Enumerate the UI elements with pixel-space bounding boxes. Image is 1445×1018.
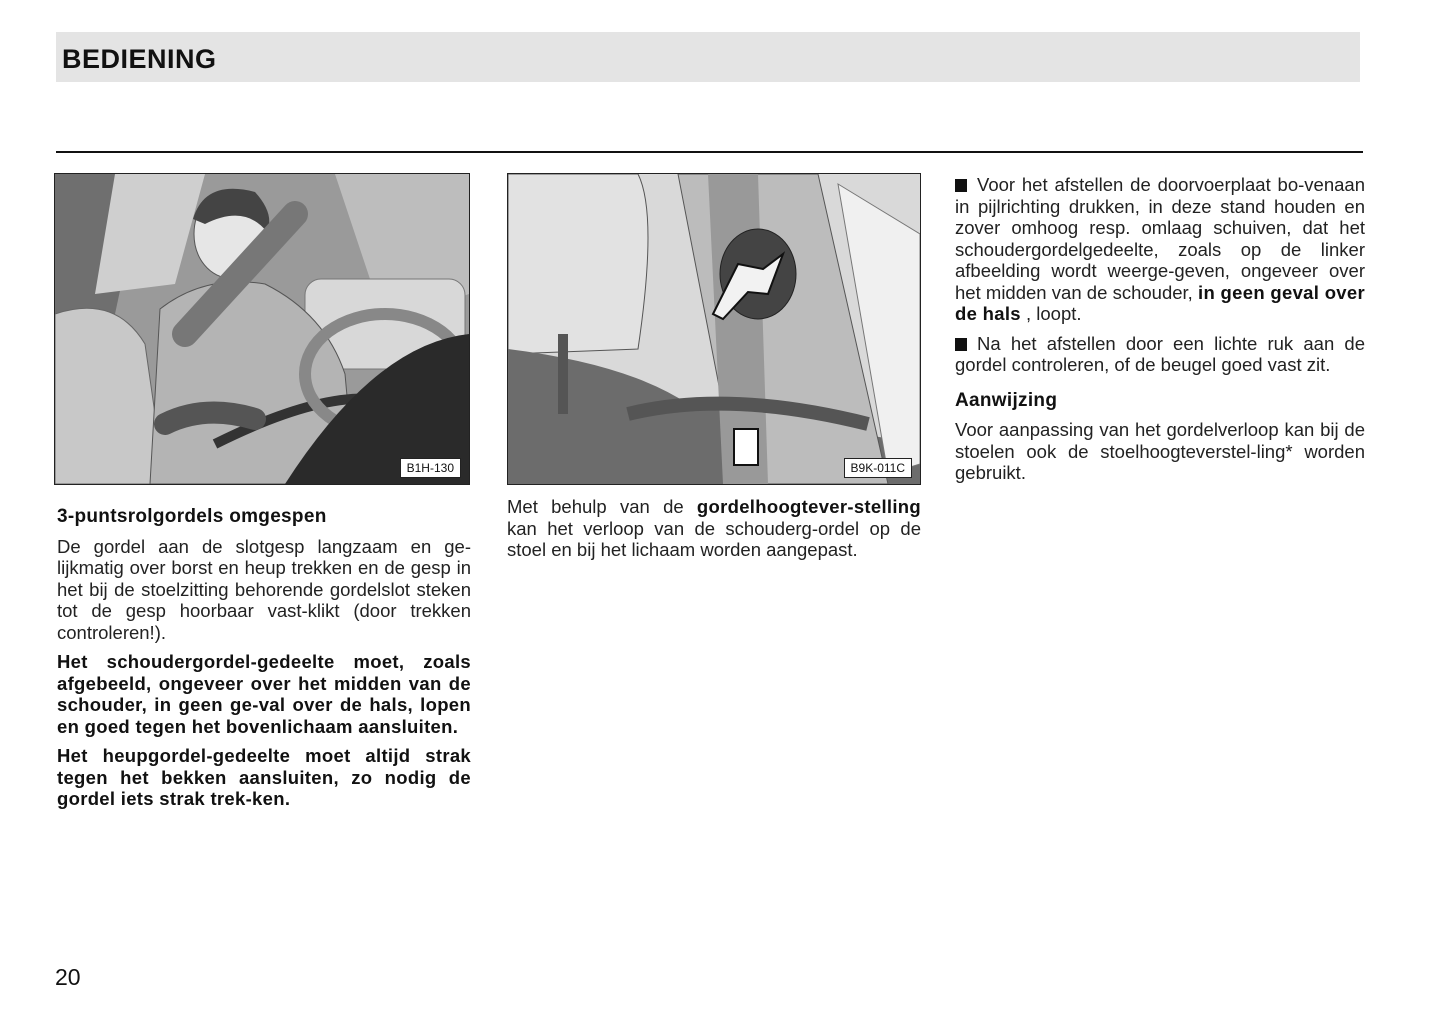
- section-heading-3point-belts: 3-puntsrolgordels omgespen: [57, 506, 327, 527]
- note-heading: Aanwijzing: [955, 389, 1058, 411]
- figure-label-middle: B9K-011C: [844, 458, 912, 478]
- figure-belt-height-adjuster: [507, 173, 921, 485]
- figure-label-left: B1H-130: [400, 458, 461, 478]
- paragraph-lap-belt-warning: Het heupgordel-gedeelte moet altijd strak tegen het bekken aansluiten, zo nodig de gordel iets strak trek-ken.: [57, 745, 471, 809]
- horizontal-rule: [56, 151, 1363, 153]
- text-run: Met behulp van de: [507, 496, 697, 517]
- bullet-adjust-instructions: [955, 174, 1365, 325]
- page-number: 20: [55, 964, 81, 990]
- emphasis-not-over-neck: in geen geval over de hals: [955, 281, 1365, 324]
- square-bullet-icon: [955, 179, 967, 192]
- bullet-check-instructions: [955, 333, 1365, 376]
- header-bar: [56, 32, 1360, 82]
- column-middle-text: [507, 496, 921, 569]
- paragraph-buckle-instructions: De gordel aan de slotgesp langzaam en ge-lijkmatig over borst en heup trekken en de gesp in het bij de stoelzitting behorende gordelslot steken tot de gesp hoorbaar vast-klikt (door trekken controleren!).: [57, 535, 471, 643]
- illustration-belt-adjuster: [508, 174, 920, 484]
- figure-seatbelt-person: [54, 173, 470, 485]
- emphasis-belt-height-adjuster: gordelhoogtever-stelling: [696, 496, 921, 517]
- text-run: Voor het afstellen de doorvoerplaat bo-venaan in pijlrichting drukken, in deze stand houden en zover omhoog resp. omlaag schuiven, dat het schoudergordelgedeelte, zoals op de linker afbeelding wordt weerge-geven, ongeveer over het midden van de schouder,: [955, 174, 1365, 303]
- note-text: Voor aanpassing van het gordelverloop kan bij de stoelen ook de stoelhoogteverstel-ling* worden gebruikt.: [955, 419, 1365, 483]
- illustration-person-seatbelt: [55, 174, 469, 484]
- square-bullet-icon: [955, 338, 967, 351]
- text-run: , loopt.: [1020, 303, 1082, 324]
- column-left-text: [57, 506, 471, 818]
- paragraph-belt-height-adjust: [507, 496, 921, 561]
- text-run: kan het verloop van de schouderg-ordel op de stoel en bij het lichaam worden aangepast.: [507, 517, 921, 560]
- paragraph-shoulder-belt-warning: Het schoudergordel-gedeelte moet, zoals afgebeeld, ongeveer over het midden van de schouder, in geen ge-val over de hals, lopen en goed tegen het bovenlichaam aansluiten.: [57, 651, 471, 737]
- page-section-title: BEDIENING: [62, 44, 217, 74]
- text-run: Na het afstellen door een lichte ruk aan de gordel controleren, of de beugel goed vast zit.: [955, 332, 1365, 375]
- column-right-text: [955, 174, 1365, 492]
